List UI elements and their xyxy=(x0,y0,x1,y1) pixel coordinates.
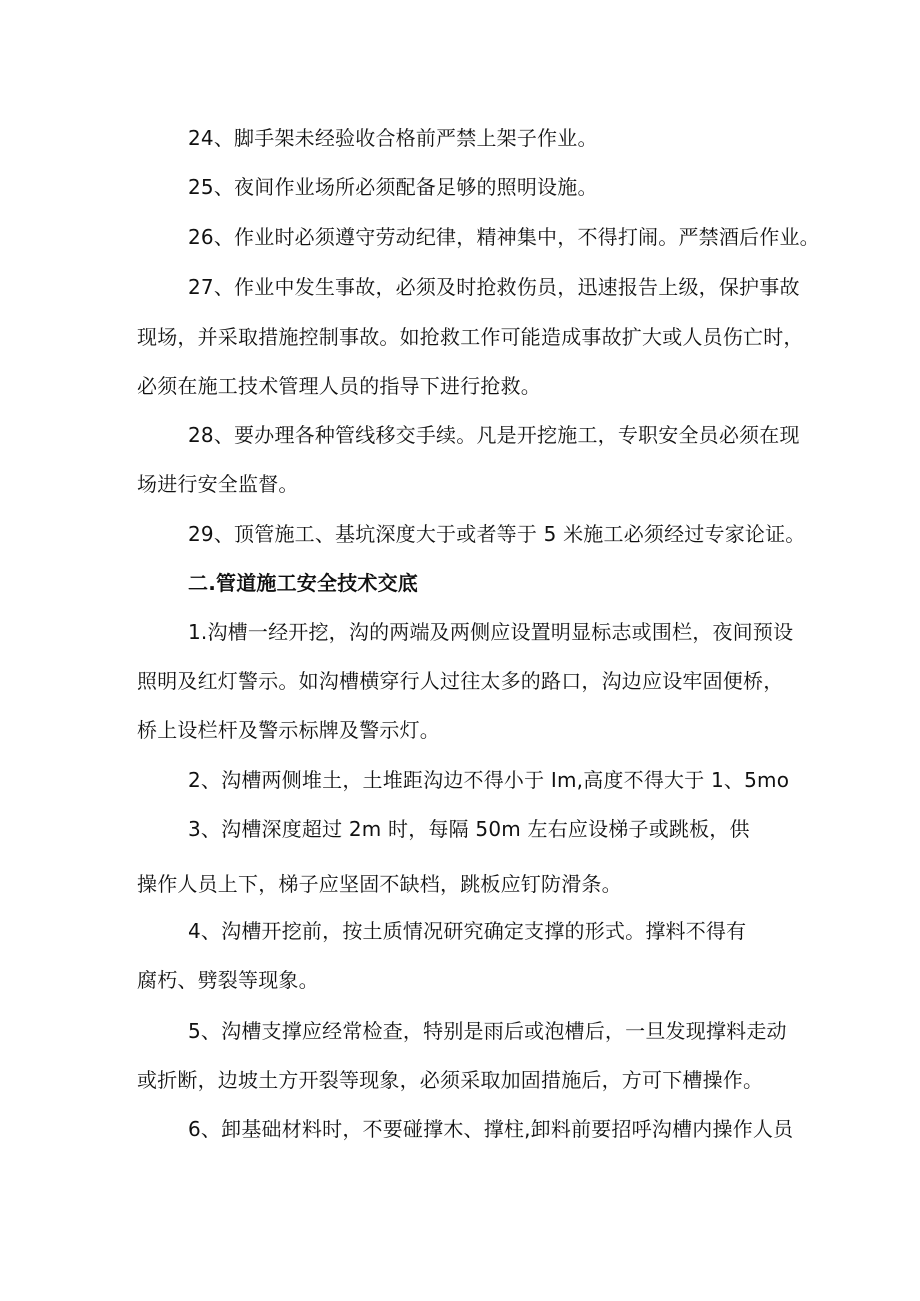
item-1-line-3: 桥上设栏杆及警示标牌及警示灯。 xyxy=(137,718,440,742)
item-25: 25、夜间作业场所必须配备足够的照明设施。 xyxy=(188,175,598,199)
item-27-line-2: 现场，并采取措施控制事故。如抢救工作可能造成事故扩大或人员伤亡时， xyxy=(137,325,804,349)
item-1-line-2: 照明及红灯警示。如沟槽横穿行人过往太多的路口，沟边应设牢固便桥， xyxy=(137,669,784,693)
item-3-line-1: 3、沟槽深度超过 2m 时，每隔 50m 左右应设梯子或跳板，供 xyxy=(188,817,750,841)
section-heading: 二.管道施工安全技术交底 xyxy=(188,571,418,595)
item-27-line-3: 必须在施工技术管理人员的指导下进行抢救。 xyxy=(137,374,541,398)
item-5-line-2: 或折断，边坡土方开裂等现象，必须采取加固措施后，方可下槽操作。 xyxy=(137,1068,764,1092)
item-6-line-1: 6、卸基础材料时，不要碰撑木、撑柱,卸料前要招呼沟槽内操作人员 xyxy=(188,1117,794,1141)
item-2: 2、沟槽两侧堆土，土堆距沟边不得小于 Im,高度不得大于 1、5mo xyxy=(188,768,790,792)
item-27-line-1: 27、作业中发生事故，必须及时抢救伤员，迅速报告上级，保护事故 xyxy=(188,275,800,299)
item-1-line-1: 1.沟槽一经开挖，沟的两端及两侧应设置明显标志或围栏，夜间预设 xyxy=(188,620,794,644)
item-4-line-2: 腐朽、劈裂等现象。 xyxy=(137,968,319,992)
item-5-line-1: 5、沟槽支撑应经常检查，特别是雨后或泡槽后，一旦发现撑料走动 xyxy=(188,1019,787,1043)
item-26: 26、作业时必须遵守劳动纪律，精神集中，不得打闹。严禁酒后作业。 xyxy=(188,225,820,249)
item-24: 24、脚手架未经验收合格前严禁上架子作业。 xyxy=(188,126,598,150)
item-28-line-2: 场进行安全监督。 xyxy=(137,472,299,496)
item-4-line-1: 4、沟槽开挖前，按土质情况研究确定支撑的形式。撑料不得有 xyxy=(188,919,747,943)
item-28-line-1: 28、要办理各种管线移交手续。凡是开挖施工，专职安全员必须在现 xyxy=(188,423,800,447)
item-29: 29、顶管施工、基坑深度大于或者等于 5 米施工必须经过专家论证。 xyxy=(188,522,806,546)
item-3-line-2: 操作人员上下，梯子应坚固不缺档，跳板应钉防滑条。 xyxy=(137,872,622,896)
